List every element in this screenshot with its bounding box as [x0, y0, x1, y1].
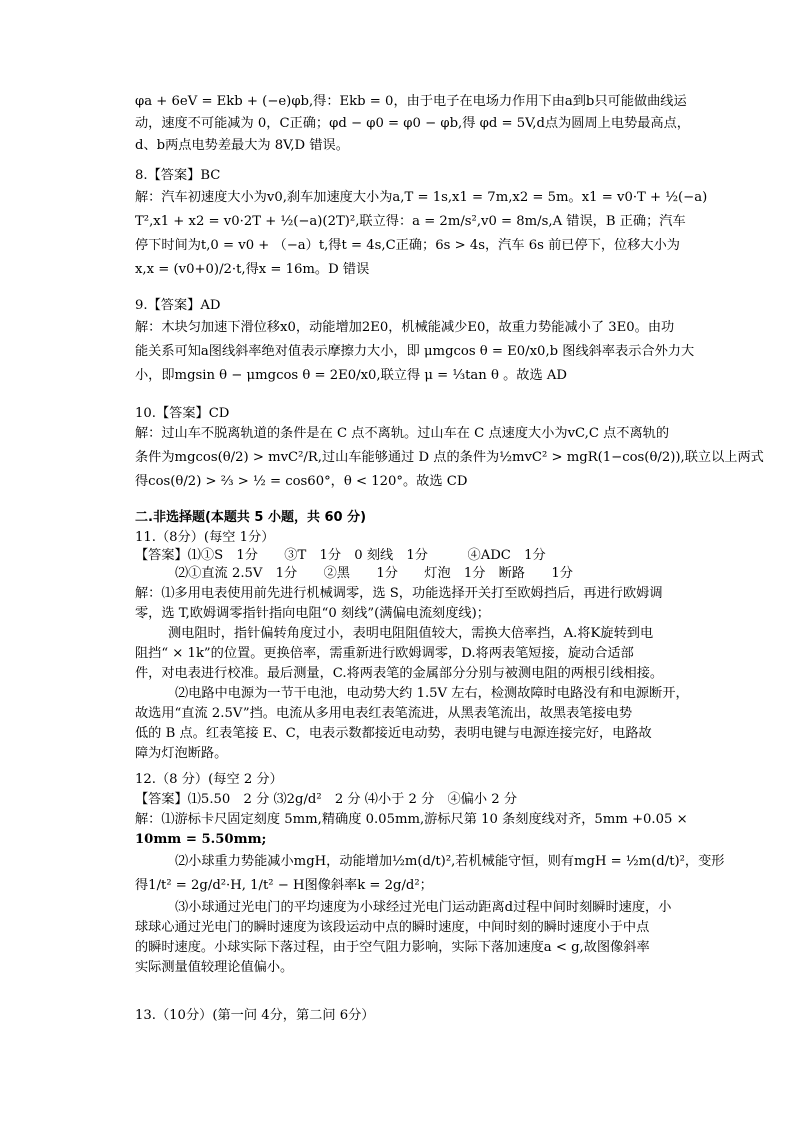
- section-heading: 二.非选择题(本题共 5 小题，共 60 分): [135, 510, 367, 525]
- answer-line: 【答案】⑴5.50 2 分 ⑶2g/d² 2 分 ⑷小于 2 分 ④偏小 2 分: [135, 792, 518, 807]
- text-line: 实际测量值较理论值偏小。: [135, 960, 294, 975]
- answer-heading-10: 10.【答案】CD: [135, 406, 230, 421]
- text-line: 小，即mgsin θ − μmgcos θ = 2E0/x0,联立得 μ = ⅓tan θ 。故选 AD: [135, 368, 567, 383]
- text-line: ⑵电路中电源为一节干电池，电动势大约 1.5V 左右，检测故障时电路没有和电源断开，: [175, 686, 689, 701]
- text-line: 停下时间为t,0 = v0 + （−a）t,得t = 4s,C正确；6s > 4s，汽车 6s 前已停下，位移大小为: [135, 238, 680, 253]
- text-line: 动，速度不可能减为 0，C正确；φd − φ0 = φ0 − φb,得 φd = 5V,d点为圆周上电势最高点，: [135, 116, 690, 131]
- text-line: ⑵小球重力势能减小mgH，动能增加½m(d/t)²,若机械能守恒，则有mgH = ½m(d/t)²，变形: [175, 854, 725, 869]
- text-line: 低的 B 点。红表笔接 E、C，电表示数都接近电动势，表明电键与电源连接完好，电路故: [135, 726, 652, 741]
- text-line: 球球心通过光电门的瞬时速度为该段运动中点的瞬时速度，中间时刻的瞬时速度小于中点: [135, 920, 650, 935]
- question-heading-13: 13.（10分）(第一问 4分，第二问 6分）: [135, 1008, 375, 1023]
- question-heading-12: 12.（8 分）(每空 2 分）: [135, 772, 283, 787]
- answer-heading-9: 9.【答案】AD: [135, 298, 221, 313]
- text-line: 零，选 T,欧姆调零指针指向电阻“0 刻线”(满偏电流刻度线)；: [135, 606, 490, 621]
- text-line: d、b两点电势差最大为 8V,D 错误。: [135, 138, 349, 153]
- text-line: 10mm = 5.50mm;: [135, 832, 267, 847]
- text-line: 件，对电表进行校准。最后测量，C.将两表笔的金属部分分别与被测电阻的两根引线相接。: [135, 666, 664, 681]
- text-line: 故选用“直流 2.5V”挡。电流从多用电表红表笔流进，从黑表笔流出，故黑表笔接电势: [135, 706, 633, 721]
- text-line: 解：⑴多用电表使用前先进行机械调零，选 S，功能选择开关打至欧姆挡后，再进行欧姆调: [135, 586, 663, 601]
- text-line: 得cos(θ/2) > ⅔ > ½ = cos60°，θ < 120°。故选 CD: [135, 474, 468, 489]
- text-line: T²,x1 + x2 = v0·2T + ½(−a)(2T)²,联立得：a = 2m/s²,v0 = 8m/s,A 错误，B 正确；汽车: [135, 214, 686, 229]
- text-line: x,x = (v0+0)/2·t,得x = 16m。D 错误: [135, 262, 370, 277]
- answer-heading-8: 8.【答案】BC: [135, 168, 221, 183]
- text-line: 能关系可知a图线斜率绝对值表示摩擦力大小，即 μmgcos θ = E0/x0,b 图线斜率表示合外力大: [135, 344, 695, 359]
- text-line: 的瞬时速度。小球实际下落过程，由于空气阻力影响，实际下落加速度a < g,故图像斜率: [135, 940, 650, 955]
- question-heading-11: 11.（8分）(每空 1分）: [135, 530, 275, 545]
- text-line: 条件为mgcos(θ/2) > mvC²/R,过山车能够通过 D 点的条件为½mvC² > mgR(1−cos(θ/2)),联立以上两式: [135, 450, 764, 465]
- text-line: 解：过山车不脱离轨道的条件是在 C 点不离轨。过山车在 C 点速度大小为vC,C 点不离轨的: [135, 426, 670, 441]
- text-line: 解：⑴游标卡尺固定刻度 5mm,精确度 0.05mm,游标尺第 10 条刻度线对齐，5mm +0.05 ×: [135, 812, 688, 827]
- text-line: 解：汽车初速度大小为v0,刹车加速度大小为a,T = 1s,x1 = 7m,x2 = 5m。x1 = v0·T + ½(−a): [135, 190, 708, 205]
- text-line: 阻挡“ × 1k”的位置。更换倍率，需重新进行欧姆调零，D.将两表笔短接，旋动合适部: [135, 646, 634, 661]
- text-line: 得1/t² = 2g/d²·H, 1/t² − H图像斜率k = 2g/d²；: [135, 878, 433, 893]
- text-line: φa + 6eV = Ekb + (−e)φb,得：Ekb = 0，由于电子在电场力作用下由a到b只可能做曲线运: [135, 94, 687, 109]
- text-line: 解：木块匀加速下滑位移x0，动能增加2E0，机械能减少E0，故重力势能减小了 3E0。由功: [135, 320, 675, 335]
- answer-line: 【答案】⑴①S 1分 ③T 1分 0 刻线 1分 ④ADC 1分: [135, 548, 546, 563]
- text-line: 障为灯泡断路。: [135, 746, 228, 761]
- text-line: ⑶小球通过光电门的平均速度为小球经过光电门运动距离d过程中间时刻瞬时速度，小: [175, 900, 672, 915]
- text-line: 测电阻时，指针偏转角度过小，表明电阻阻值较大，需换大倍率挡，A.将K旋转到电: [168, 626, 654, 641]
- answer-line: ⑵①直流 2.5V 1分 ②黑 1分 灯泡 1分 断路 1分: [175, 566, 573, 581]
